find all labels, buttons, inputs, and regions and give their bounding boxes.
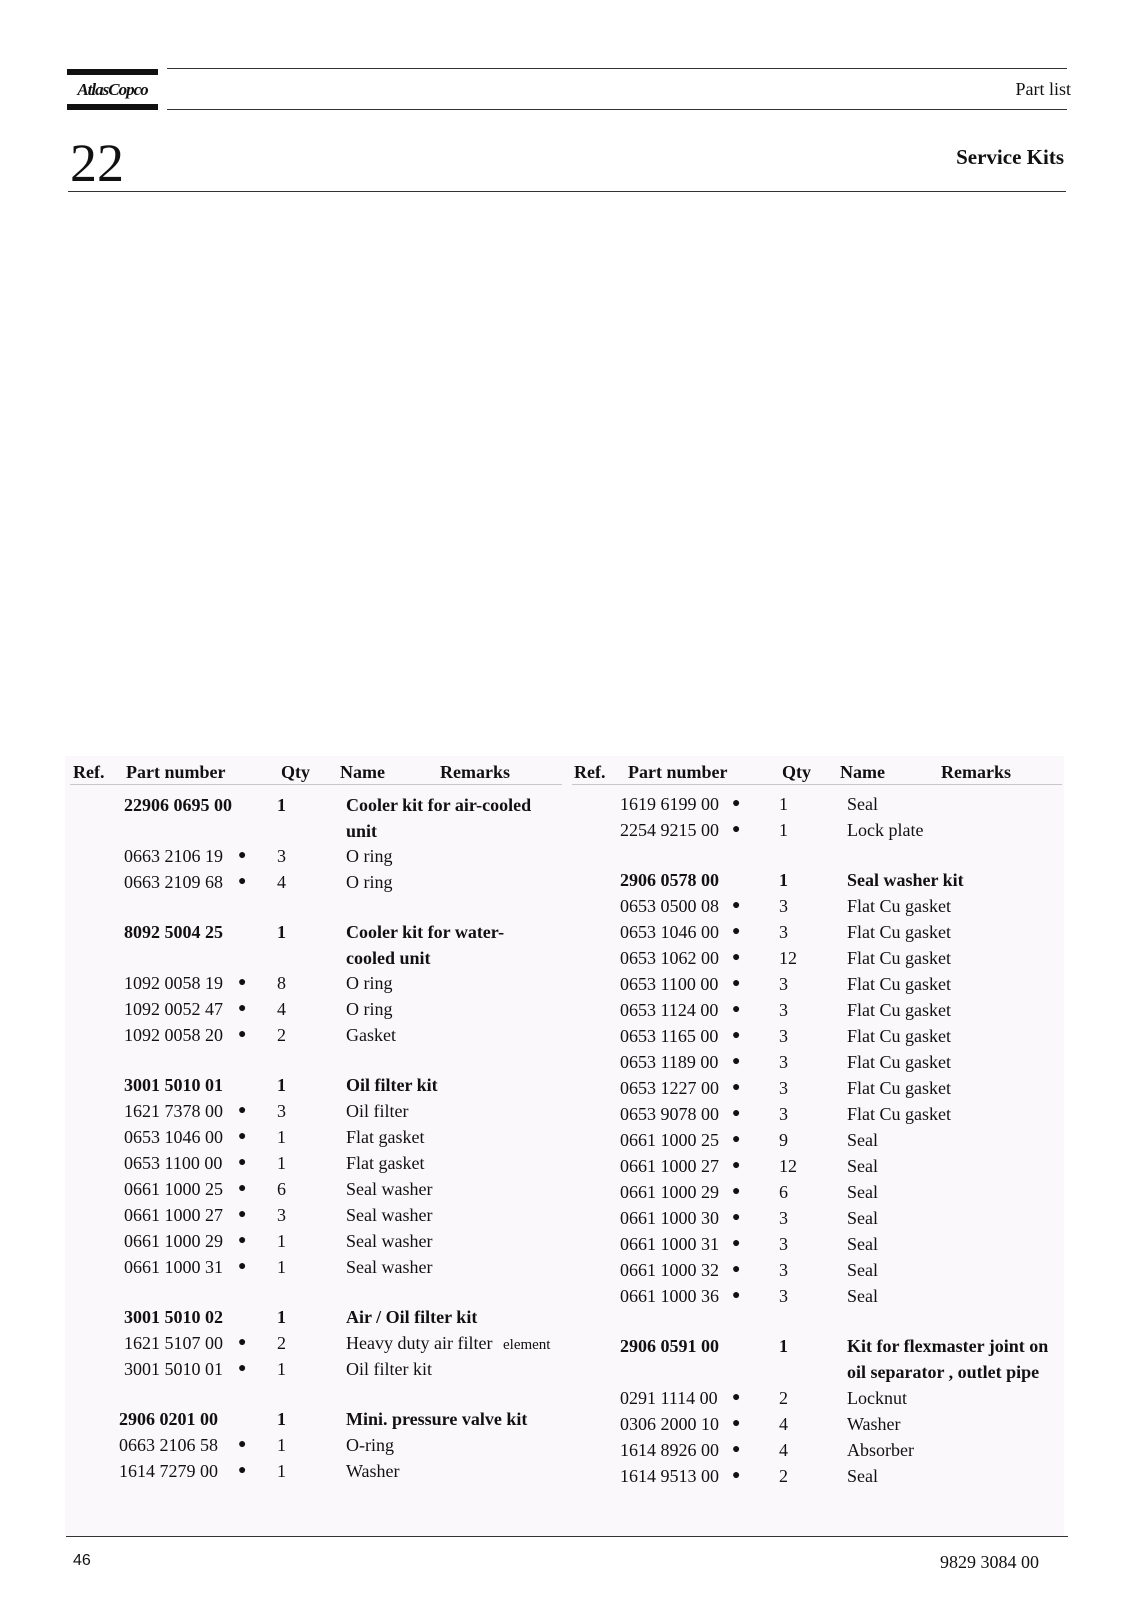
bullet-marker: ● — [238, 1361, 247, 1376]
item-name: Seal washer — [346, 1257, 433, 1277]
item-name-suffix-wrap — [503, 1330, 550, 1358]
page-number: 46 — [73, 1552, 91, 1569]
item-name: Seal washer — [346, 1179, 433, 1199]
quantity: 3 — [779, 1052, 788, 1072]
item-name: Seal washer kit — [847, 870, 964, 890]
item-name: Seal washer — [346, 1231, 433, 1251]
item-name: Flat Cu gasket — [847, 1104, 951, 1124]
item-name: Seal — [847, 1234, 878, 1254]
bullet-marker: ● — [238, 1259, 247, 1274]
quantity: 3 — [779, 1078, 788, 1098]
quantity: 4 — [779, 1440, 788, 1460]
item-name-suffix: element — [503, 1337, 551, 1353]
bullet-marker: ● — [732, 1468, 741, 1483]
quantity: 4 — [277, 872, 286, 892]
bullet-marker: ● — [732, 924, 741, 939]
item-name: Oil filter — [346, 1101, 409, 1121]
part-number: 2906 0201 00 — [119, 1409, 218, 1429]
part-number: 0306 2000 10 — [620, 1414, 719, 1434]
quantity: 1 — [779, 1336, 788, 1356]
header-remarks-left: Remarks — [440, 762, 510, 782]
quantity: 2 — [277, 1333, 286, 1353]
quantity: 1 — [277, 1257, 286, 1277]
item-name: Oil filter kit — [346, 1075, 438, 1095]
part-number: 0661 1000 31 — [620, 1234, 719, 1254]
header-name-right: Name — [840, 762, 885, 782]
bullet-marker: ● — [732, 1390, 741, 1405]
part-number: 0653 0500 08 — [620, 896, 719, 916]
item-name: Seal — [847, 1208, 878, 1228]
item-name: Flat gasket — [346, 1153, 425, 1173]
item-name: Washer — [346, 1461, 400, 1481]
doc-number: 9829 3084 00 — [940, 1552, 1039, 1572]
bullet-marker: ● — [238, 848, 247, 863]
item-name: Seal — [847, 1182, 878, 1202]
header-rule-top — [167, 68, 1067, 69]
bullet-marker: ● — [238, 874, 247, 889]
item-name: Flat Cu gasket — [847, 1052, 951, 1072]
item-name: Flat Cu gasket — [847, 948, 951, 968]
item-name: unit — [346, 821, 378, 841]
item-name: Flat gasket — [346, 1127, 425, 1147]
header-qty-left: Qty — [281, 762, 310, 782]
part-number: 8092 5004 25 — [124, 922, 223, 942]
quantity: 3 — [779, 896, 788, 916]
bullet-marker: ● — [732, 1262, 741, 1277]
item-name: Flat Cu gasket — [847, 1000, 951, 1020]
item-name: Oil filter kit — [346, 1359, 432, 1379]
part-number: 0661 1000 29 — [620, 1182, 719, 1202]
part-number: 0663 2106 58 — [119, 1435, 218, 1455]
item-name: O-ring — [346, 1435, 394, 1455]
bullet-marker: ● — [732, 1054, 741, 1069]
part-number: 3001 5010 01 — [124, 1075, 223, 1095]
item-name: Cooler kit for air-cooled — [346, 795, 532, 815]
part-number: 0291 1114 00 — [620, 1388, 718, 1408]
logo-bar-top — [67, 69, 158, 75]
bullet-marker: ● — [238, 1129, 247, 1144]
item-name: O ring — [346, 973, 393, 993]
bullet-marker: ● — [238, 1001, 247, 1016]
quantity: 3 — [779, 1234, 788, 1254]
quantity: 3 — [779, 922, 788, 942]
part-number: 2906 0591 00 — [620, 1336, 719, 1356]
bullet-marker: ● — [732, 898, 741, 913]
item-name: Flat Cu gasket — [847, 896, 951, 916]
item-name: Gasket — [346, 1025, 396, 1045]
part-number: 2254 9215 00 — [620, 820, 719, 840]
part-number: 0661 1000 27 — [620, 1156, 719, 1176]
quantity: 6 — [277, 1179, 286, 1199]
header-ref-right: Ref. — [574, 762, 606, 782]
header-name-left: Name — [340, 762, 385, 782]
part-number: 2906 0578 00 — [620, 870, 719, 890]
item-name: Mini. pressure valve kit — [346, 1409, 528, 1429]
bullet-marker: ● — [238, 975, 247, 990]
quantity: 1 — [277, 1231, 286, 1251]
quantity: 9 — [779, 1130, 788, 1150]
item-name: oil separator , outlet pipe — [847, 1362, 1040, 1382]
header-remarks-right: Remarks — [941, 762, 1011, 782]
quantity: 2 — [779, 1466, 788, 1486]
quantity: 3 — [779, 1026, 788, 1046]
quantity: 2 — [277, 1025, 286, 1045]
part-number: 0663 2106 19 — [124, 846, 223, 866]
part-number: 0661 1000 32 — [620, 1260, 719, 1280]
item-name: Heavy duty air filter — [346, 1333, 493, 1353]
bullet-marker: ● — [238, 1335, 247, 1350]
bullet-marker: ● — [238, 1181, 247, 1196]
part-number: 1619 6199 00 — [620, 794, 719, 814]
quantity: 3 — [277, 1101, 286, 1121]
part-number: 0653 1046 00 — [620, 922, 719, 942]
part-number: 0653 9078 00 — [620, 1104, 719, 1124]
bullet-marker: ● — [732, 796, 741, 811]
part-number: 3001 5010 02 — [124, 1307, 223, 1327]
quantity: 3 — [779, 1104, 788, 1124]
bullet-marker: ● — [732, 976, 741, 991]
quantity: 6 — [779, 1182, 788, 1202]
part-number: 0653 1124 00 — [620, 1000, 719, 1020]
part-number: 0653 1165 00 — [620, 1026, 719, 1046]
quantity: 1 — [277, 1153, 286, 1173]
item-name: O ring — [346, 846, 393, 866]
part-number: 22906 0695 00 — [124, 795, 232, 815]
quantity: 1 — [277, 1359, 286, 1379]
part-number: 0653 1046 00 — [124, 1127, 223, 1147]
quantity: 1 — [779, 794, 788, 814]
part-number: 0661 1000 31 — [124, 1257, 223, 1277]
item-name: Seal — [847, 1260, 878, 1280]
quantity: 8 — [277, 973, 286, 993]
bullet-marker: ● — [732, 1158, 741, 1173]
item-name: Absorber — [847, 1440, 914, 1460]
item-name: Lock plate — [847, 820, 924, 840]
logo-bar-bottom — [67, 104, 158, 110]
quantity: 1 — [277, 1435, 286, 1455]
item-name: Seal — [847, 1130, 878, 1150]
bullet-marker: ● — [238, 1463, 247, 1478]
part-number: 0661 1000 36 — [620, 1286, 719, 1306]
bullet-marker: ● — [732, 1288, 741, 1303]
atlas-copco-logo — [67, 69, 158, 111]
bullet-marker: ● — [238, 1027, 247, 1042]
header-underline-right — [572, 784, 1062, 785]
item-name: Flat Cu gasket — [847, 1026, 951, 1046]
item-name: Flat Cu gasket — [847, 974, 951, 994]
part-number: 1614 7279 00 — [119, 1461, 218, 1481]
item-name: Seal washer — [346, 1205, 433, 1225]
item-name: Locknut — [847, 1388, 907, 1408]
quantity: 1 — [277, 1075, 286, 1095]
item-name: Flat Cu gasket — [847, 1078, 951, 1098]
item-name: cooled unit — [346, 948, 431, 968]
item-name: Seal — [847, 1466, 878, 1486]
part-number: 3001 5010 01 — [124, 1359, 223, 1379]
quantity: 3 — [779, 1000, 788, 1020]
part-number: 1092 0052 47 — [124, 999, 223, 1019]
header-underline-left — [70, 784, 562, 785]
part-number: 0653 1189 00 — [620, 1052, 719, 1072]
part-number: 1614 8926 00 — [620, 1440, 719, 1460]
footer-rule — [66, 1536, 1068, 1537]
part-number: 1614 9513 00 — [620, 1466, 719, 1486]
item-name: Kit for flexmaster joint on — [847, 1336, 1049, 1356]
quantity: 1 — [277, 795, 286, 815]
part-number: 0653 1227 00 — [620, 1078, 719, 1098]
quantity: 1 — [779, 870, 788, 890]
bullet-marker: ● — [732, 1210, 741, 1225]
item-name: Washer — [847, 1414, 901, 1434]
quantity: 3 — [277, 1205, 286, 1225]
bullet-marker: ● — [732, 950, 741, 965]
bullet-marker: ● — [732, 1002, 741, 1017]
bullet-marker: ● — [732, 1028, 741, 1043]
quantity: 3 — [779, 974, 788, 994]
bullet-marker: ● — [732, 1236, 741, 1251]
header-part-number-left: Part number — [126, 762, 226, 782]
part-number: 0663 2109 68 — [124, 872, 223, 892]
quantity: 12 — [779, 1156, 797, 1176]
item-name: O ring — [346, 872, 393, 892]
quantity: 12 — [779, 948, 797, 968]
item-name: Seal — [847, 794, 878, 814]
bullet-marker: ● — [732, 822, 741, 837]
bullet-marker: ● — [732, 1106, 741, 1121]
part-number: 0661 1000 27 — [124, 1205, 223, 1225]
header-rule-middle — [167, 109, 1067, 110]
item-name: Seal — [847, 1156, 878, 1176]
item-name: O ring — [346, 999, 393, 1019]
bullet-marker: ● — [238, 1437, 247, 1452]
section-number: 22 — [70, 133, 124, 193]
part-number: 0653 1100 00 — [620, 974, 719, 994]
quantity: 3 — [277, 846, 286, 866]
bullet-marker: ● — [238, 1155, 247, 1170]
bullet-marker: ● — [732, 1416, 741, 1431]
part-number: 1621 5107 00 — [124, 1333, 223, 1353]
doc-type-label: Part list — [1015, 79, 1071, 99]
part-number: 1092 0058 19 — [124, 973, 223, 993]
quantity: 1 — [277, 1307, 286, 1327]
header-part-number-right: Part number — [628, 762, 728, 782]
part-number: 1092 0058 20 — [124, 1025, 223, 1045]
part-number: 0653 1062 00 — [620, 948, 719, 968]
quantity: 1 — [277, 1461, 286, 1481]
part-number: 0661 1000 25 — [124, 1179, 223, 1199]
quantity: 4 — [277, 999, 286, 1019]
bullet-marker: ● — [732, 1080, 741, 1095]
section-title: Service Kits — [956, 145, 1064, 169]
bullet-marker: ● — [238, 1103, 247, 1118]
quantity: 3 — [779, 1208, 788, 1228]
quantity: 2 — [779, 1388, 788, 1408]
bullet-marker: ● — [732, 1184, 741, 1199]
quantity: 1 — [277, 922, 286, 942]
part-number: 0653 1100 00 — [124, 1153, 223, 1173]
part-number: 0661 1000 30 — [620, 1208, 719, 1228]
header-rule-bottom — [68, 191, 1066, 192]
quantity: 1 — [277, 1409, 286, 1429]
part-number: 1621 7378 00 — [124, 1101, 223, 1121]
bullet-marker: ● — [732, 1442, 741, 1457]
bullet-marker: ● — [238, 1207, 247, 1222]
part-number: 0661 1000 29 — [124, 1231, 223, 1251]
item-name: Flat Cu gasket — [847, 922, 951, 942]
part-number: 0661 1000 25 — [620, 1130, 719, 1150]
item-name: Air / Oil filter kit — [346, 1307, 478, 1327]
quantity: 1 — [779, 820, 788, 840]
bullet-marker: ● — [238, 1233, 247, 1248]
quantity: 3 — [779, 1286, 788, 1306]
header-ref-left: Ref. — [73, 762, 105, 782]
item-name: Seal — [847, 1286, 878, 1306]
header-qty-right: Qty — [782, 762, 811, 782]
quantity: 4 — [779, 1414, 788, 1434]
quantity: 3 — [779, 1260, 788, 1280]
quantity: 1 — [277, 1127, 286, 1147]
logo-text: AtlasCopco — [77, 80, 148, 99]
bullet-marker: ● — [732, 1132, 741, 1147]
item-name: Cooler kit for water- — [346, 922, 505, 942]
